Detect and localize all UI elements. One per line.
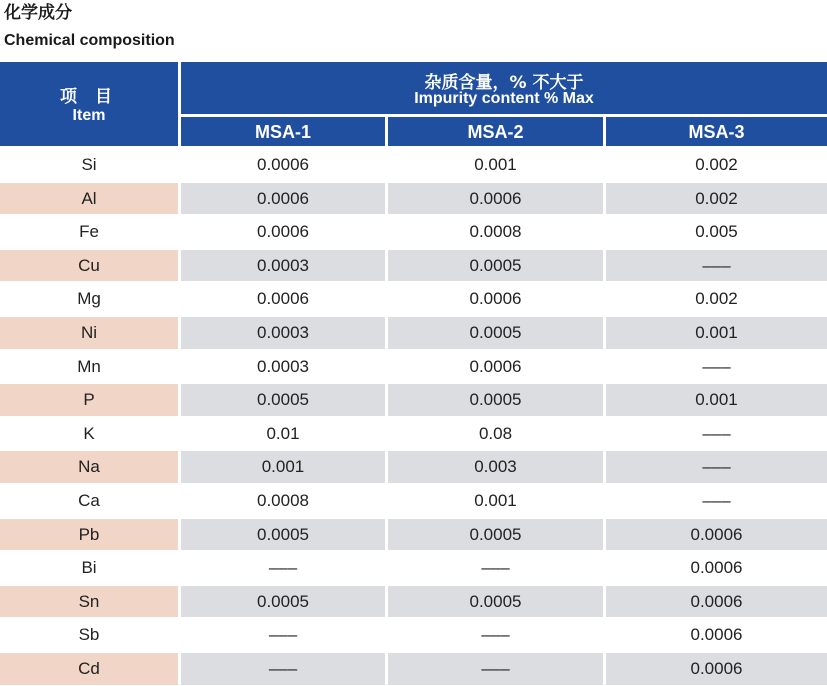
value-cell-msa-1: 0.01	[181, 418, 385, 450]
value-cell-msa-1: 0.0008	[181, 485, 385, 517]
value-cell-msa-1: 0.0005	[181, 519, 385, 551]
value-cell-msa-1: 0.0006	[181, 283, 385, 315]
table-row	[0, 551, 827, 585]
value-cell-msa-2: –––	[388, 653, 603, 685]
item-cell: Ni	[0, 317, 178, 349]
value-cell-msa-2: 0.0006	[388, 283, 603, 315]
item-header-chinese: 项 目	[60, 87, 118, 107]
value-cell-msa-1: 0.0003	[181, 317, 385, 349]
table-row	[0, 215, 827, 249]
value-cell-msa-3: 0.001	[606, 317, 827, 349]
value-cell-msa-2: 0.0005	[388, 250, 603, 282]
column-header-msa-1: MSA-1	[181, 117, 385, 146]
table-row	[0, 618, 827, 652]
table-header	[0, 62, 827, 148]
group-header-english: Impurity content % Max	[414, 90, 594, 107]
item-cell: Fe	[0, 216, 178, 248]
value-cell-msa-1: 0.0003	[181, 250, 385, 282]
column-header-msa-3: MSA-3	[606, 117, 827, 146]
value-cell-msa-1: 0.0006	[181, 216, 385, 248]
table-body	[0, 148, 827, 686]
value-cell-msa-3: 0.001	[606, 384, 827, 416]
value-cell-msa-3: 0.0006	[606, 586, 827, 618]
item-cell: Ca	[0, 485, 178, 517]
chemical-composition-table	[0, 62, 827, 686]
item-cell: Bi	[0, 552, 178, 584]
value-cell-msa-1: 0.0006	[181, 149, 385, 181]
page-title-english: Chemical composition	[4, 32, 175, 49]
value-cell-msa-1: 0.0005	[181, 384, 385, 416]
value-cell-msa-2: 0.0005	[388, 317, 603, 349]
item-cell: Cu	[0, 250, 178, 282]
value-cell-msa-3: 0.0006	[606, 653, 827, 685]
value-cell-msa-1: –––	[181, 552, 385, 584]
value-cell-msa-2: 0.001	[388, 485, 603, 517]
value-cell-msa-3: 0.002	[606, 149, 827, 181]
table-row	[0, 249, 827, 283]
value-cell-msa-2: 0.0008	[388, 216, 603, 248]
heading	[4, 2, 175, 52]
group-header-chinese: 杂质含量，% 不大于	[424, 73, 584, 93]
value-cell-msa-2: 0.0005	[388, 384, 603, 416]
value-cell-msa-1: 0.001	[181, 451, 385, 483]
value-cell-msa-3: –––	[606, 485, 827, 517]
value-cell-msa-3: –––	[606, 451, 827, 483]
table-row	[0, 383, 827, 417]
table-row	[0, 182, 827, 216]
value-cell-msa-3: 0.005	[606, 216, 827, 248]
table-row	[0, 450, 827, 484]
value-cell-msa-3: 0.0006	[606, 619, 827, 651]
item-cell: Si	[0, 149, 178, 181]
item-cell: Cd	[0, 653, 178, 685]
column-header-msa-2: MSA-2	[388, 117, 603, 146]
value-cell-msa-2: 0.0006	[388, 351, 603, 383]
value-cell-msa-3: 0.002	[606, 183, 827, 215]
item-cell: Pb	[0, 519, 178, 551]
value-cell-msa-3: –––	[606, 250, 827, 282]
impurity-group-header	[181, 62, 827, 114]
item-cell: Mn	[0, 351, 178, 383]
value-cell-msa-3: –––	[606, 418, 827, 450]
item-column-header	[0, 62, 178, 146]
value-cell-msa-2: 0.0006	[388, 183, 603, 215]
value-cell-msa-3: 0.002	[606, 283, 827, 315]
item-header-english: Item	[72, 107, 106, 124]
value-cell-msa-1: 0.0003	[181, 351, 385, 383]
value-cell-msa-2: –––	[388, 619, 603, 651]
table-row	[0, 148, 827, 182]
value-cell-msa-3: 0.0006	[606, 519, 827, 551]
value-cell-msa-2: 0.08	[388, 418, 603, 450]
item-cell: Sb	[0, 619, 178, 651]
value-cell-msa-3: 0.0006	[606, 552, 827, 584]
table-row	[0, 282, 827, 316]
value-cell-msa-2: –––	[388, 552, 603, 584]
value-cell-msa-1: 0.0005	[181, 586, 385, 618]
value-cell-msa-2: 0.0005	[388, 586, 603, 618]
value-cell-msa-2: 0.001	[388, 149, 603, 181]
table-row	[0, 585, 827, 619]
value-cell-msa-1: 0.0006	[181, 183, 385, 215]
item-cell: Al	[0, 183, 178, 215]
item-cell: Mg	[0, 283, 178, 315]
table-row	[0, 484, 827, 518]
value-cell-msa-1: –––	[181, 619, 385, 651]
table-row	[0, 518, 827, 552]
item-cell: Na	[0, 451, 178, 483]
page-title-chinese: 化学成分	[4, 3, 72, 23]
value-cell-msa-2: 0.003	[388, 451, 603, 483]
table-row	[0, 652, 827, 686]
table-row	[0, 417, 827, 451]
item-cell: P	[0, 384, 178, 416]
table-row	[0, 316, 827, 350]
value-cell-msa-2: 0.0005	[388, 519, 603, 551]
table-row	[0, 350, 827, 384]
item-cell: Sn	[0, 586, 178, 618]
value-cell-msa-3: –––	[606, 351, 827, 383]
item-cell: K	[0, 418, 178, 450]
value-cell-msa-1: –––	[181, 653, 385, 685]
